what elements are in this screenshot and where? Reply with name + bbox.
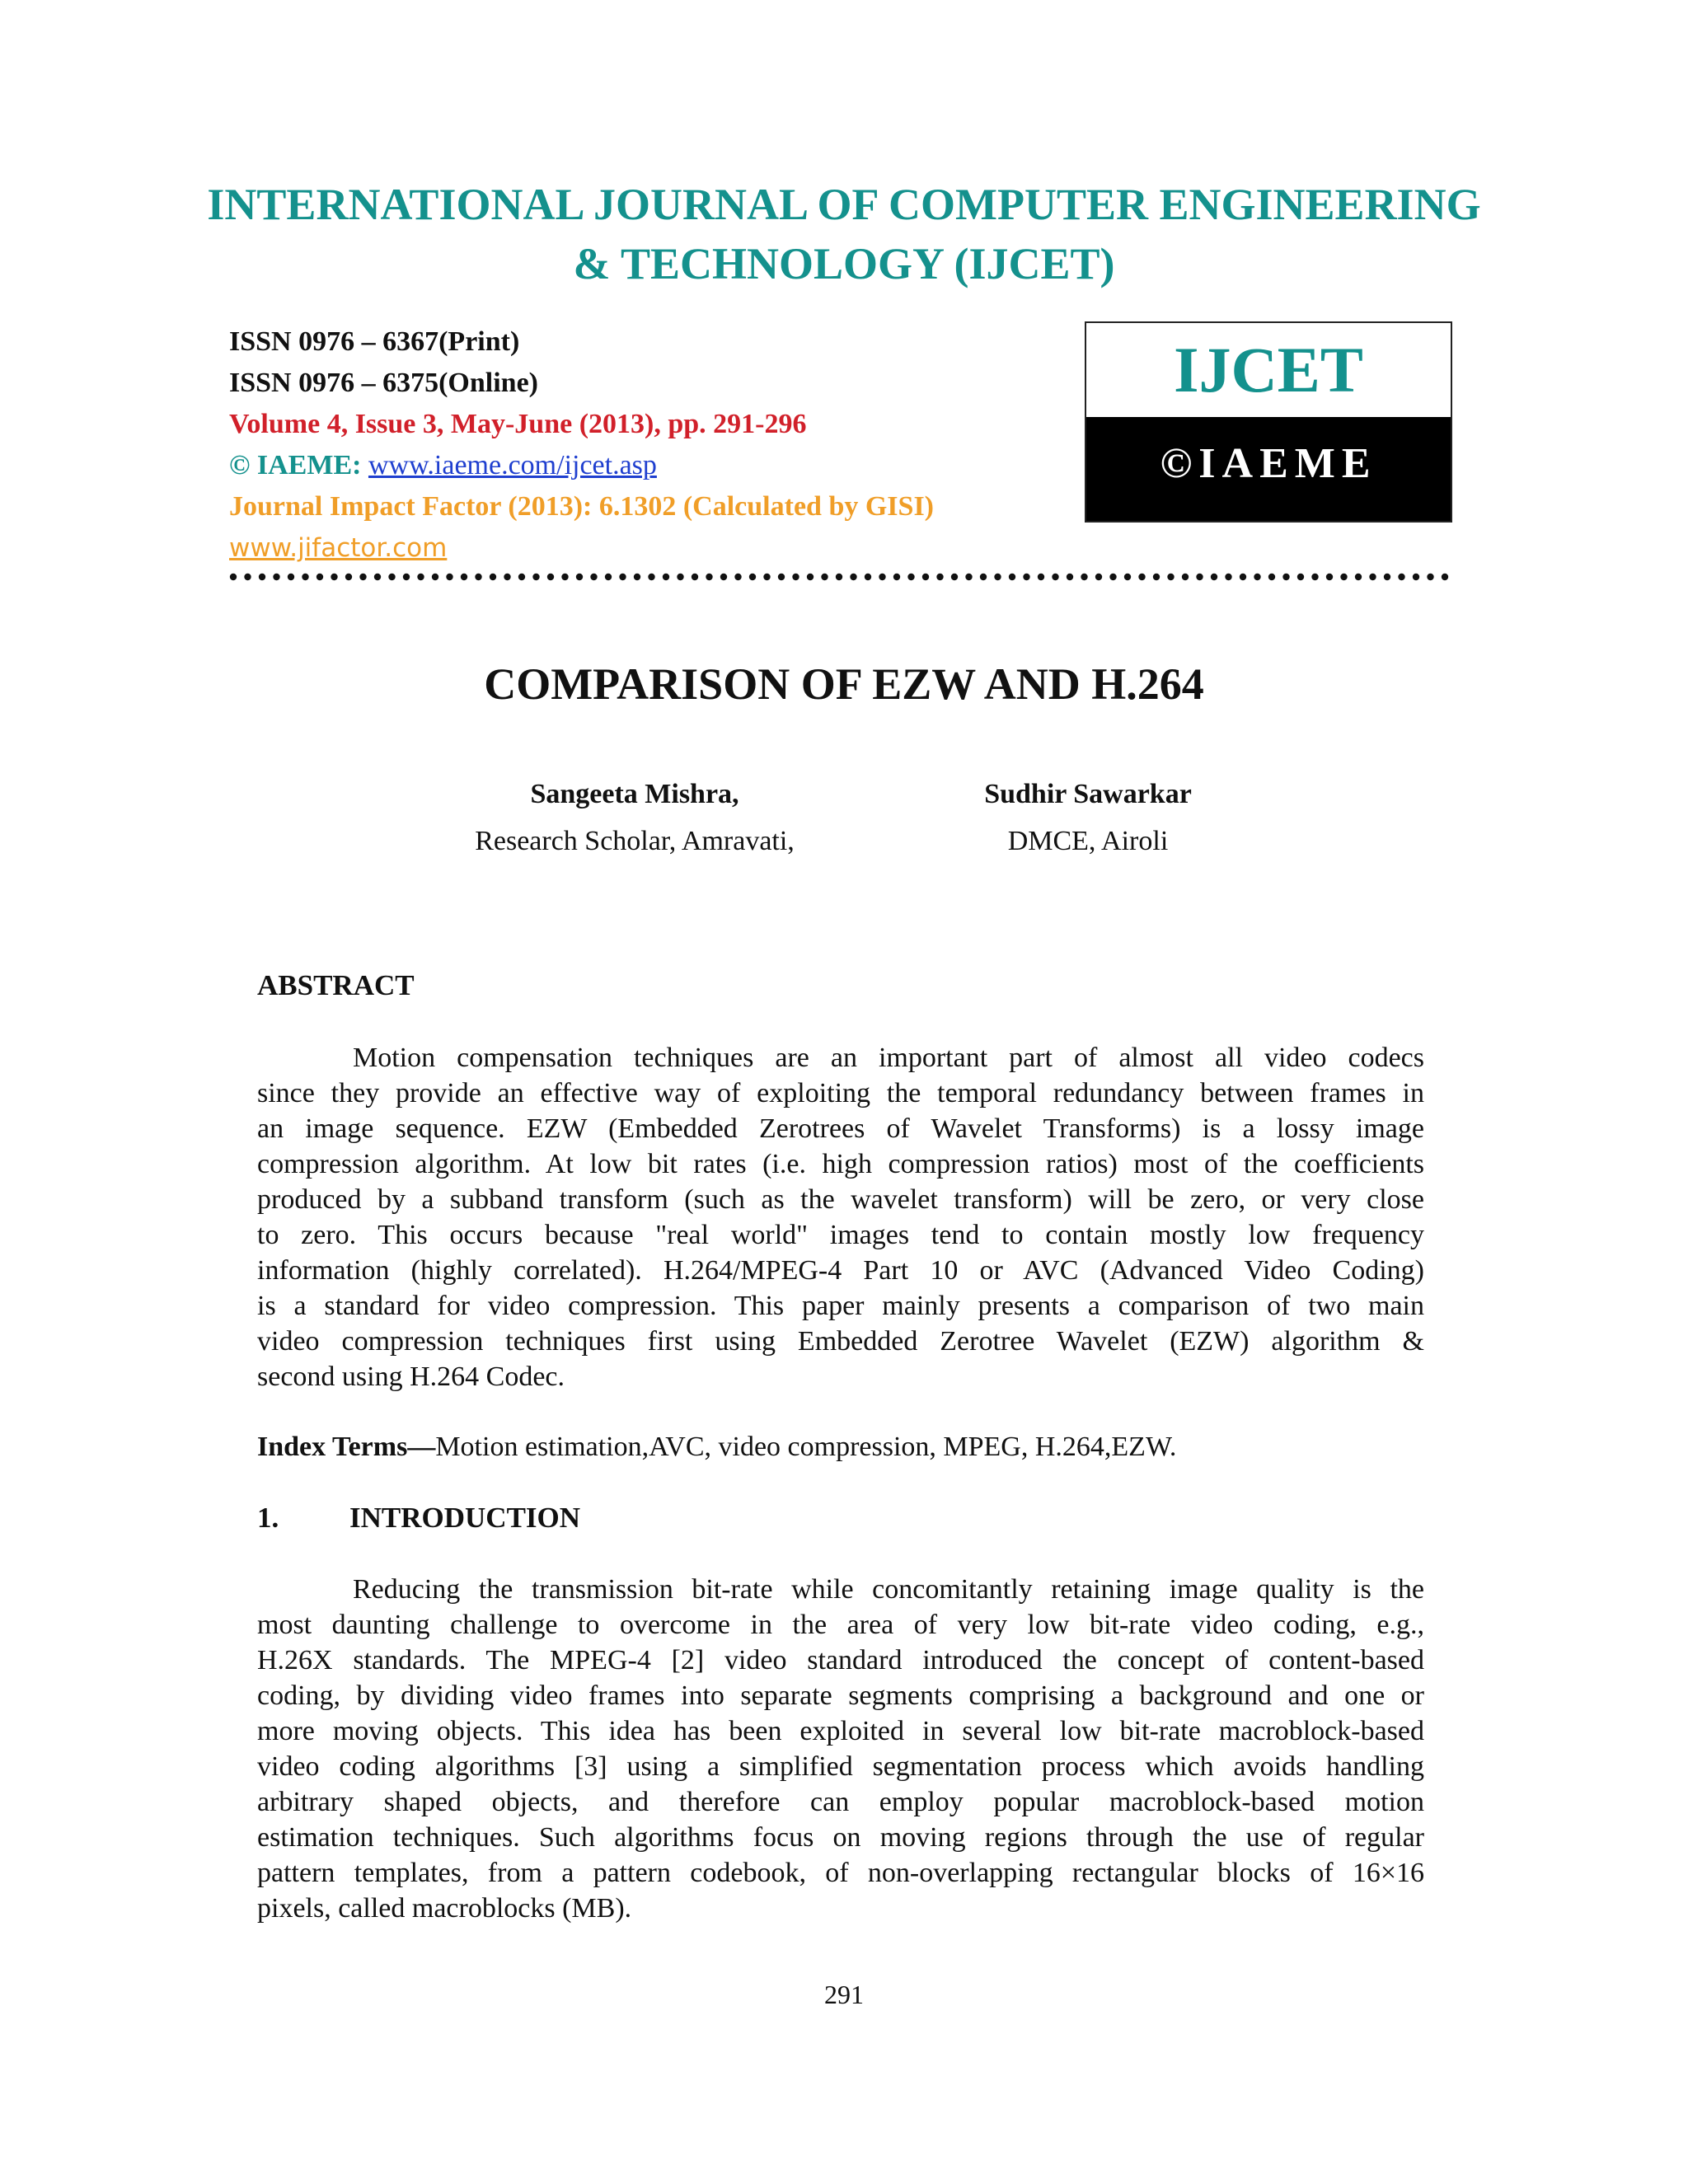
dotted-divider xyxy=(229,570,1452,583)
abstract-line: since they provide an effective way of exploiting the temporal redundancy between frames in xyxy=(257,1078,1424,1108)
intro-line: most daunting challenge to overcome in the area of very low bit-rate video coding, e.g., xyxy=(257,1610,1424,1640)
author-2-affiliation: DMCE, Airoli xyxy=(1007,826,1169,856)
intro-line: pattern templates, from a pattern codebook, of non-overlapping rectangular blocks of 16×16 xyxy=(257,1858,1424,1888)
abstract-line: compression algorithm. At low bit rates (i.e. high compression ratios) most of the coefficients xyxy=(257,1149,1424,1179)
journal-title-line2: & TECHNOLOGY (IJCET) xyxy=(573,239,1115,288)
journal-title xyxy=(0,175,1688,293)
intro-line: coding, by dividing video frames into separate segments comprising a background and one or xyxy=(257,1680,1424,1711)
jif-line xyxy=(229,527,934,569)
intro-line: more moving objects. This idea has been exploited in several low bit-rate macroblock-based xyxy=(257,1716,1424,1746)
abstract-line: to zero. This occurs because "real world" images tend to contain mostly low frequency xyxy=(257,1220,1424,1250)
abstract-line: video compression techniques first using Embedded Zerotree Wavelet (EZW) algorithm & xyxy=(257,1326,1424,1357)
author-1 xyxy=(412,776,857,860)
issn-print: ISSN 0976 – 6367(Print) xyxy=(229,326,520,357)
abstract-line: an image sequence. EZW (Embedded Zerotrees of Wavelet Transforms) is a lossy image xyxy=(257,1113,1424,1144)
index-terms-text: Motion estimation,AVC, video compression, MPEG, H.264,EZW. xyxy=(435,1432,1177,1462)
logo-publisher: ©IAEME xyxy=(1086,417,1451,521)
index-terms-label: Index Terms— xyxy=(257,1432,436,1462)
intro-line: estimation techniques. Such algorithms focus on moving regions through the use of regular xyxy=(257,1822,1424,1853)
intro-line: pixels, called macroblocks (MB). xyxy=(257,1893,632,1924)
abstract-body xyxy=(257,1040,1424,1394)
impact-factor: Journal Impact Factor (2013): 6.1302 (Calculated by GISI) xyxy=(229,491,934,522)
paper-title: COMPARISON OF EZW AND H.264 xyxy=(484,659,1204,709)
intro-number: 1. xyxy=(257,1502,279,1534)
intro-heading: INTRODUCTION xyxy=(349,1502,581,1534)
author-1-affiliation: Research Scholar, Amravati, xyxy=(475,826,795,856)
abstract-line: Motion compensation techniques are an important part of almost all video codecs xyxy=(353,1043,1424,1073)
journal-title-line1: INTERNATIONAL JOURNAL OF COMPUTER ENGINEERING xyxy=(207,180,1481,229)
intro-body xyxy=(257,1572,1424,1926)
author-2 xyxy=(882,776,1294,860)
logo-title: IJCET xyxy=(1086,323,1451,419)
publisher-link[interactable]: www.iaeme.com/ijcet.asp xyxy=(368,450,657,480)
author-2-name: Sudhir Sawarkar xyxy=(984,779,1192,809)
publisher-line xyxy=(229,445,934,486)
abstract-line: second using H.264 Codec. xyxy=(257,1361,565,1392)
journal-meta xyxy=(229,321,934,569)
index-terms xyxy=(257,1429,1176,1465)
abstract-heading: ABSTRACT xyxy=(257,969,415,1001)
volume-info: Volume 4, Issue 3, May-June (2013), pp. 291-296 xyxy=(229,409,807,439)
intro-line: H.26X standards. The MPEG-4 [2] video standard introduced the concept of content-based xyxy=(257,1645,1424,1675)
intro-line: arbitrary shaped objects, and therefore can employ popular macroblock-based motion xyxy=(257,1787,1424,1817)
abstract-line: is a standard for video compression. This paper mainly presents a comparison of two main xyxy=(257,1291,1424,1321)
publisher-label: © IAEME: xyxy=(229,450,362,480)
ijcet-logo xyxy=(1085,321,1452,523)
page-number: 291 xyxy=(824,1980,864,2009)
jif-link[interactable]: www.jifactor.com xyxy=(229,533,448,563)
abstract-line: produced by a subband transform (such as the wavelet transform) will be zero, or very close xyxy=(257,1184,1424,1215)
abstract-line: information (highly correlated). H.264/MPEG-4 Part 10 or AVC (Advanced Video Coding) xyxy=(257,1255,1424,1286)
intro-line: video coding algorithms [3] using a simplified segmentation process which avoids handling xyxy=(257,1751,1424,1782)
intro-line: Reducing the transmission bit-rate while concomitantly retaining image quality is the xyxy=(353,1574,1424,1605)
author-1-name: Sangeeta Mishra, xyxy=(530,779,739,809)
issn-online: ISSN 0976 – 6375(Online) xyxy=(229,368,538,398)
